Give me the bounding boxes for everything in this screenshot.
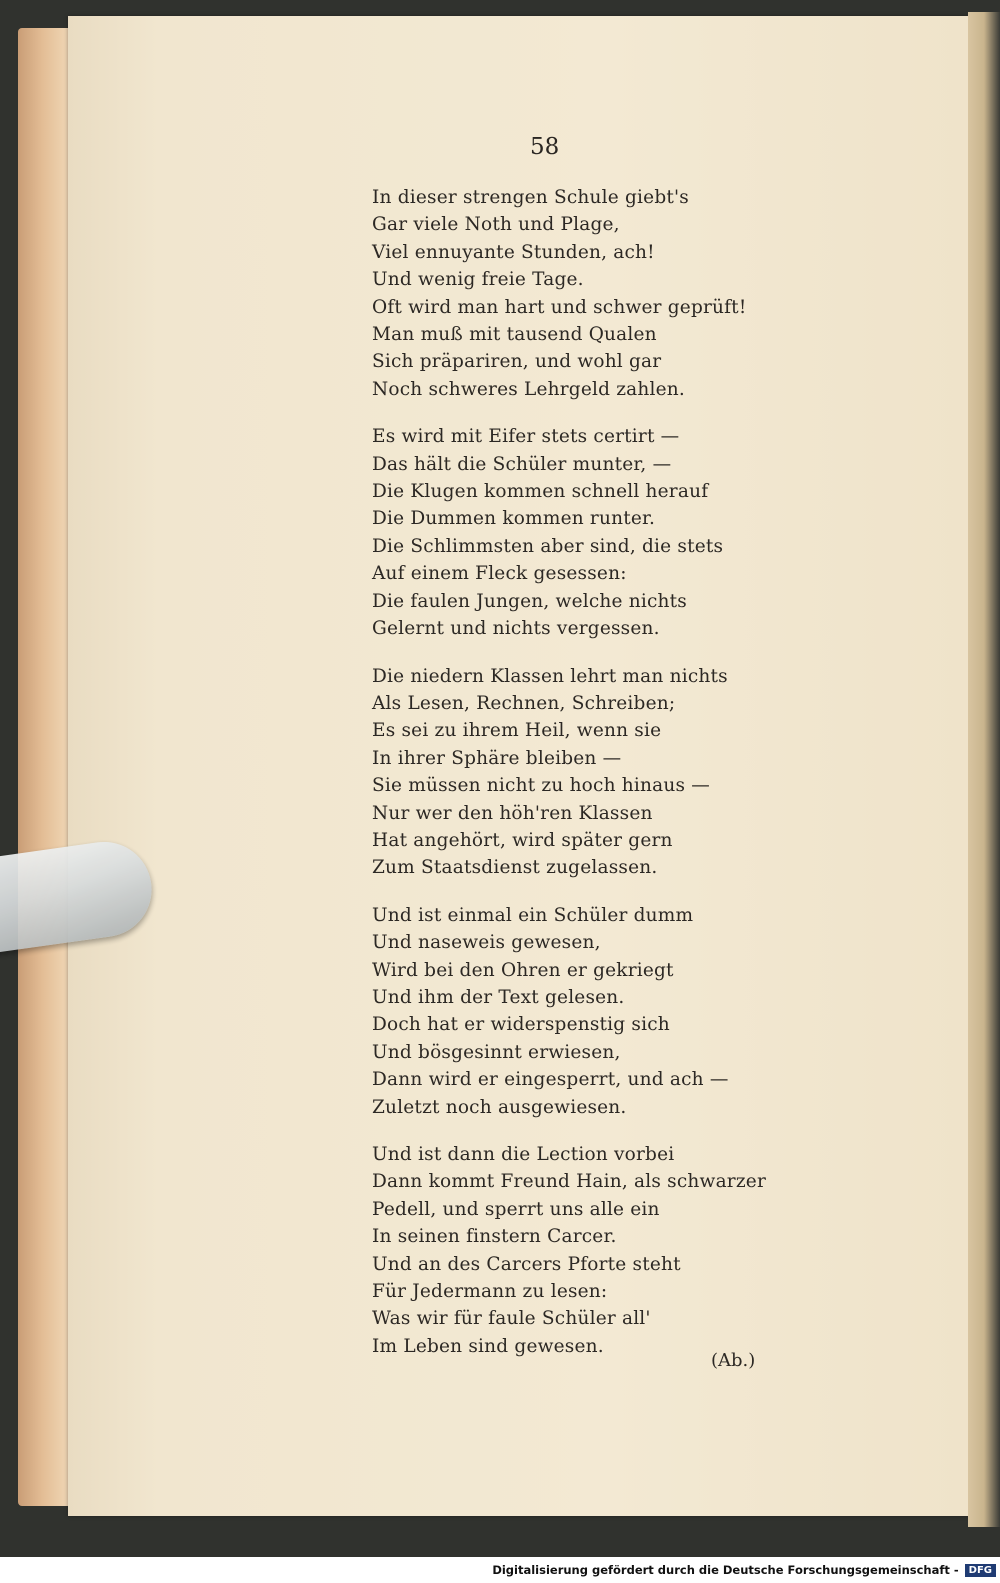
- footer-bar: [0, 1557, 1000, 1583]
- poem-line: Dann wird er eingesperrt, und ach —: [372, 1069, 729, 1091]
- poem-line: Die Klugen kommen schnell herauf: [372, 481, 709, 503]
- poem-line: Und ist dann die Lection vorbei: [372, 1144, 675, 1165]
- poem-line: Und naseweis gewesen,: [372, 932, 601, 954]
- poem-line: Was wir für faule Schüler all': [372, 1308, 651, 1330]
- poem-line: Zum Staatsdienst zugelassen.: [372, 857, 658, 879]
- poem-line: Viel ennuyante Stunden, ach!: [372, 241, 655, 263]
- poem-line: Dann kommt Freund Hain, als schwarzer: [372, 1171, 766, 1193]
- dfg-logo: DFG: [965, 1564, 996, 1577]
- poem-line: Es wird mit Eifer stets certirt —: [372, 426, 680, 448]
- poem-line: Noch schweres Lehrgeld zahlen.: [372, 378, 685, 400]
- poem-line: Gar viele Noth und Plage,: [372, 214, 620, 236]
- attribution: (Ab.): [711, 1350, 756, 1371]
- poem-line: Und bösgesinnt erwiesen,: [372, 1041, 621, 1063]
- poem: [372, 184, 772, 1380]
- footer-text: Digitalisierung gefördert durch die Deutsche Forschungsgemeinschaft -: [492, 1563, 959, 1577]
- poem-line: Die faulen Jungen, welche nichts: [372, 590, 687, 612]
- page-number: 58: [530, 134, 560, 160]
- poem-line: In ihrer Sphäre bleiben —: [372, 747, 622, 769]
- poem-line: Zuletzt noch ausgewiesen.: [372, 1096, 627, 1118]
- stanza-1: [372, 184, 772, 403]
- poem-line: Oft wird man hart und schwer geprüft!: [372, 296, 747, 318]
- poem-line: Nur wer den höh'ren Klassen: [372, 802, 653, 824]
- poem-line: Pedell, und sperrt uns alle ein: [372, 1198, 660, 1220]
- poem-line: Die niedern Klassen lehrt man nichts: [372, 665, 728, 687]
- stanza-3: [372, 663, 772, 882]
- poem-line: Im Leben sind gewesen.: [372, 1335, 604, 1357]
- poem-line: Als Lesen, Rechnen, Schreiben;: [372, 692, 676, 714]
- stanza-2: [372, 423, 772, 642]
- poem-line: In seinen finstern Carcer.: [372, 1226, 617, 1248]
- poem-line: Sie müssen nicht zu hoch hinaus —: [372, 775, 710, 797]
- poem-line: Für Jedermann zu lesen:: [372, 1281, 608, 1303]
- poem-line: Und wenig freie Tage.: [372, 269, 584, 291]
- poem-line: Doch hat er widerspenstig sich: [372, 1014, 670, 1036]
- poem-line: Die Schlimmsten aber sind, die stets: [372, 535, 724, 557]
- facing-page-edge: [968, 12, 1000, 1527]
- poem-line: Sich präpariren, und wohl gar: [372, 351, 662, 373]
- poem-line: Das hält die Schüler munter, —: [372, 453, 672, 475]
- poem-line: Auf einem Fleck gesessen:: [372, 563, 627, 585]
- poem-line: Und ihm der Text gelesen.: [372, 986, 625, 1008]
- poem-line: Hat angehört, wird später gern: [372, 829, 673, 851]
- poem-line: Es sei zu ihrem Heil, wenn sie: [372, 720, 662, 742]
- poem-line: In dieser strengen Schule giebt's: [372, 187, 689, 208]
- poem-line: Wird bei den Ohren er gekriegt: [372, 959, 674, 981]
- stanza-5: [372, 1141, 772, 1360]
- poem-line: Und an des Carcers Pforte steht: [372, 1253, 681, 1275]
- poem-line: Man muß mit tausend Qualen: [372, 324, 657, 346]
- poem-line: Gelernt und nichts vergessen.: [372, 618, 660, 640]
- poem-line: Die Dummen kommen runter.: [372, 508, 656, 530]
- stanza-4: [372, 902, 772, 1121]
- poem-line: Und ist einmal ein Schüler dumm: [372, 904, 694, 926]
